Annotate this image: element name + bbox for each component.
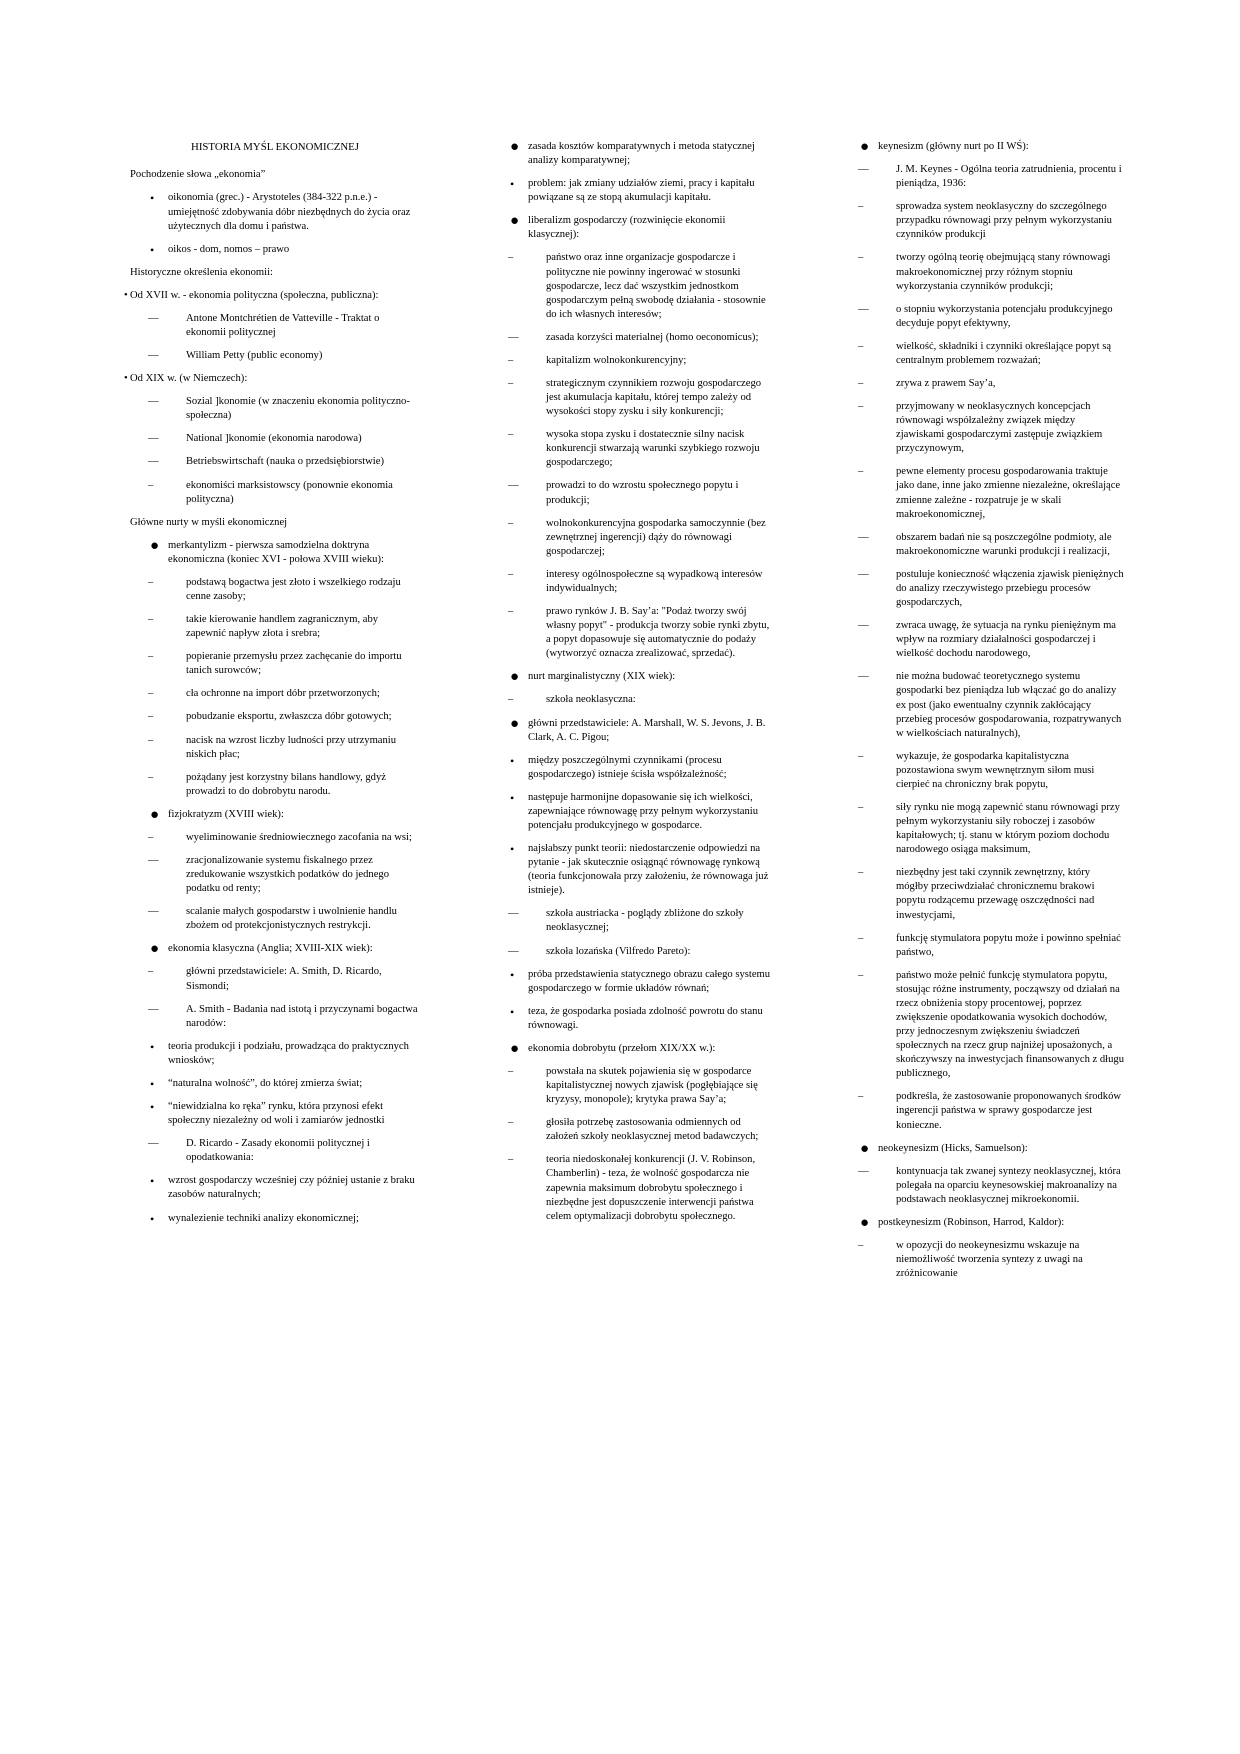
list-item-text: postkeynesizm (Robinson, Harrod, Kaldor): [878, 1216, 1065, 1228]
list-item [840, 303, 1125, 331]
list-item [490, 354, 775, 368]
list-item [840, 340, 1125, 368]
list-item-text: wykazuje, że gospodarka kapitalistyczna pozostawiona swym wewnętrznym siłom musi cierpieć na chroniczny brak popytu, [896, 750, 1095, 790]
dash-bullet-icon: — [148, 855, 159, 867]
list-item [130, 1003, 420, 1031]
list-item-text: “niewidzialna ko ręka” rynku, która przynosi efekt społeczny niezależny od woli i zamiarów jednostki [168, 1101, 385, 1127]
list-item [490, 1065, 775, 1107]
list-item-text: podkreśla, że zastosowanie proponowanych środków ingerencji państwa w sprawy gospodarcze jest konieczne. [896, 1091, 1122, 1131]
list-item-text: wolnokonkurencyjna gospodarka samoczynnie (bez zewnętrznej ingerencji) dąży do równowagi gospodarczej; [546, 517, 766, 557]
list-item [130, 168, 420, 182]
dash-bullet-icon: – [508, 1154, 514, 1166]
list-item-text: wysoka stopa zysku i dostatecznie silny nacisk konkurencji stwarzają warunki szybkiego rozwoju gospodarczego; [546, 429, 760, 469]
list-item [130, 942, 420, 956]
list-item [840, 377, 1125, 391]
list-item-text: siły rynku nie mogą zapewnić stanu równowagi przy pełnym wykorzystaniu siły roboczej i zasobów kapitałowych; tj. stanu w którym poziom dochodu narodowego osiąga maksimum, [896, 801, 1120, 856]
list-item [130, 349, 420, 363]
dash-bullet-icon: — [508, 908, 519, 920]
list-item-text: państwo oraz inne organizacje gospodarcze i polityczne nie powinny ingerować w stosunki gospodarcze, lecz dać wszystkim jednostkom gospodarczym pełną swobodę działania - stosownie do ich własnych interesów; [546, 252, 766, 320]
list-item-text: neokeynesizm (Hicks, Samuelson): [878, 1142, 1028, 1154]
list-item-text: zasada korzyści materialnej (homo oeconomicus); [546, 331, 759, 343]
list-item [840, 251, 1125, 293]
list-item-text: Główne nurty w myśli ekonomicznej [130, 516, 288, 528]
list-item [840, 465, 1125, 521]
list-item [130, 243, 420, 257]
list-item [490, 251, 775, 321]
list-item [490, 517, 775, 559]
list-item [490, 693, 775, 707]
list-item-text: zrywa z prawem Say’a, [896, 378, 996, 390]
list-item [130, 312, 420, 340]
bullet-icon: ● [510, 1040, 520, 1057]
list-item-text: Pochodzenie słowa „ekonomia” [130, 169, 266, 181]
list-item-text: Antone Montchrétien de Vatteville - Traktat o ekonomii politycznej [186, 312, 380, 338]
list-item-text: najsłabszy punkt teorii: niedostarczenie odpowiedzi na pytanie - jak skutecznie osiągnąć równowagę rynkową (teoria funkcjonowała przy założeniu, że równowaga już istnieje). [528, 843, 769, 897]
bullet-icon: • [150, 1174, 155, 1189]
bullet-icon: • [150, 1039, 155, 1054]
list-item [490, 331, 775, 345]
list-item [130, 1040, 420, 1068]
column-right [840, 140, 1125, 1290]
dash-bullet-icon: – [148, 771, 154, 783]
list-item [490, 140, 775, 168]
dash-bullet-icon: – [508, 354, 514, 366]
bullet-icon: ● [510, 213, 520, 230]
list-item [490, 1116, 775, 1144]
list-item [130, 650, 420, 678]
list-item-text: o stopniu wykorzystania potencjału produkcyjnego decyduje popyt efektywny, [896, 303, 1113, 329]
bullet-icon: ● [860, 139, 870, 155]
dash-bullet-icon: — [858, 671, 869, 683]
dash-bullet-icon: — [508, 480, 519, 492]
list-item [840, 801, 1125, 857]
dash-bullet-icon: – [508, 694, 514, 706]
list-item [130, 831, 420, 845]
bullet-icon: • [510, 177, 515, 192]
bullet-icon: ● [150, 806, 160, 823]
list-item-text: ekonomia dobrobytu (przełom XIX/XX w.): [528, 1042, 716, 1054]
dash-bullet-icon: – [508, 378, 514, 390]
list-item [840, 670, 1125, 740]
list-item-text: zasada kosztów komparatywnych i metoda statycznej analizy komparatywnej; [528, 141, 755, 167]
list-item [124, 289, 420, 303]
list-item [840, 531, 1125, 559]
list-item-text: między poszczególnymi czynnikami (procesu gospodarczego) istnieje ścisła współzależność; [528, 754, 727, 780]
list-item [490, 670, 775, 684]
list-item [840, 1090, 1125, 1132]
document-title: HISTORIA MYŚL EKONOMICZNEJ [191, 141, 359, 153]
list-item [840, 1165, 1125, 1207]
list-item-text: teza, że gospodarka posiada zdolność powrotu do stanu równowagi. [528, 1005, 763, 1031]
list-item [490, 428, 775, 470]
list-item-text: nie można budować teoretycznego systemu gospodarki bez pieniądza lub włączać go do analizy ex post (jako ewentualny czynnik zakłócający przebieg procesów gospodarowania, rozpatrywanych w wielkościach naturalnych), [896, 671, 1122, 739]
list-item [490, 214, 775, 242]
list-item-text: szkoła neoklasyczna: [546, 694, 636, 706]
list-item-text: funkcję stymulatora popytu może i powinno spełniać państwo, [896, 932, 1121, 958]
list-item-text: ekonomiści marksistowscy (ponownie ekonomia polityczna) [186, 479, 393, 505]
dash-bullet-icon: – [508, 252, 514, 264]
list-item-text: kapitalizm wolnokonkurencyjny; [546, 354, 687, 366]
bullet-icon: ● [510, 715, 520, 732]
list-item-text: nurt marginalistyczny (XIX wiek): [528, 671, 676, 683]
list-item-text: fizjokratyzm (XVIII wiek): [168, 808, 284, 820]
list-item-text: oikonomia (grec.) - Arystoteles (384-322 p.n.e.) - umiejętność zdobywania dóbr niezbędnych do życia oraz użytecznych dla domu i państwa. [168, 192, 411, 232]
list-item-text: oikos - dom, nomos – prawo [168, 243, 290, 255]
dash-bullet-icon: – [148, 614, 154, 626]
list-item [130, 266, 420, 280]
list-item-text: państwo może pełnić funkcję stymulatora popytu, stosując różne instrumenty, począwszy od działań na rzecz obniżenia stopy procentowej, poprzez zwiększenie opodatkowania wysokich dochodów, przy jednoczesnym zwiększeniu świadczeń społecznych na rzecz grup najniżej uposażonych, a skończywszy na inwestycjach finansowanych z długu publicznego, [896, 969, 1124, 1080]
dash-bullet-icon: – [858, 932, 864, 944]
list-item [490, 377, 775, 419]
list-item-text: Historyczne określenia ekonomii: [130, 266, 273, 278]
list-item [490, 1042, 775, 1056]
list-item-text: Betriebswirtschaft (nauka o przedsiębiorstwie) [186, 456, 384, 468]
list-item-text: prowadzi to do wzrostu społecznego popytu i produkcji; [546, 480, 739, 506]
dash-bullet-icon: – [858, 466, 864, 478]
list-item [130, 1212, 420, 1226]
list-item-text: podstawą bogactwa jest złoto i wszelkiego rodzaju cenne zasoby; [186, 576, 401, 602]
list-item [124, 372, 420, 386]
list-item-text: próba przedstawienia statycznego obrazu całego systemu gospodarczego w formie układów równań; [528, 968, 771, 994]
bullet-icon: • [124, 289, 128, 301]
dash-bullet-icon: – [148, 711, 154, 723]
dash-bullet-icon: – [148, 479, 154, 491]
list-item [490, 842, 775, 898]
list-item-text: “naturalna wolność”, do której zmierza świat; [168, 1077, 363, 1089]
bullet-icon: ● [150, 941, 160, 958]
bullet-icon: ● [510, 669, 520, 686]
list-item-text: tworzy ogólną teorię obejmującą stany równowagi makroekonomicznej przy różnym stopniu wykorzystania czynników produkcji; [896, 252, 1111, 292]
list-item-text: główni przedstawiciele: A. Smith, D. Ricardo, Sismondi; [186, 966, 382, 992]
list-item [130, 395, 420, 423]
list-item [840, 866, 1125, 922]
list-item-text: obszarem badań nie są poszczególne podmioty, ale makroekonomiczne warunki produkcji i realizacji, [896, 531, 1112, 557]
list-item [490, 605, 775, 661]
list-item [130, 191, 420, 233]
list-item-text: nacisk na wzrost liczby ludności przy utrzymaniu niskich płac; [186, 734, 397, 760]
list-item-text: niezbędny jest taki czynnik zewnętrzny, który mógłby przeciwdziałać chronicznemu brakowi popytu rodzącemu przewagę oszczędności nad inwestycjami, [896, 867, 1095, 921]
list-item-text: główni przedstawiciele: A. Marshall, W. S. Jevons, J. B. Clark, A. C. Pigou; [528, 717, 766, 743]
dash-bullet-icon: — [148, 433, 159, 445]
dash-bullet-icon: – [858, 340, 864, 352]
list-item-text: ekonomia klasyczna (Anglia; XVIII-XIX wiek): [168, 943, 373, 955]
dash-bullet-icon: – [508, 1117, 514, 1129]
dash-bullet-icon: — [858, 620, 869, 632]
list-item [490, 177, 775, 205]
list-item-text: Od XVII w. - ekonomia polityczna (społeczna, publiczna): [130, 289, 379, 301]
list-item-text: William Petty (public economy) [186, 350, 323, 362]
list-item-text: strategicznym czynnikiem rozwoju gospodarczego jest akumulacja kapitału, której tempo zależy od wysokości stopy zysku i siły konkurencji; [546, 378, 762, 418]
list-item [840, 568, 1125, 610]
list-item [490, 568, 775, 596]
list-item-text: merkantylizm - pierwsza samodzielna doktryna ekonomiczna (koniec XVI - połowa XVIII wieku): [168, 539, 384, 565]
bullet-icon: • [150, 1211, 155, 1226]
list-item [840, 140, 1125, 154]
dash-bullet-icon: – [858, 201, 864, 213]
dash-bullet-icon: – [858, 1240, 864, 1251]
dash-bullet-icon: – [508, 517, 514, 529]
list-item-text: A. Smith - Badania nad istotą i przyczynami bogactwa narodów: [186, 1003, 418, 1029]
dash-bullet-icon: – [858, 252, 864, 264]
dash-bullet-icon: — [858, 1165, 869, 1177]
list-item [490, 754, 775, 782]
dash-bullet-icon: — [148, 396, 159, 408]
list-item [130, 455, 420, 469]
list-item-text: głosiła potrzebę zastosowania odmiennych od założeń szkoły neoklasycznej metod badawczych; [546, 1117, 759, 1143]
list-item [840, 619, 1125, 661]
list-item-text: postuluje konieczność włączenia zjawisk pieniężnych do analizy rzeczywistego przebiegu procesów gospodarczych, [896, 568, 1124, 609]
list-item-text: teoria produkcji i podziału, prowadząca do praktycznych wniosków; [168, 1040, 409, 1066]
column-middle [490, 140, 775, 1233]
dash-bullet-icon: — [148, 350, 159, 362]
list-item [130, 432, 420, 446]
dash-bullet-icon: – [858, 801, 864, 813]
list-item-text: wzrost gospodarczy wcześniej czy później ustanie z braku zasobów naturalnych; [168, 1175, 415, 1201]
list-item [490, 717, 775, 745]
list-item [840, 969, 1125, 1082]
list-item-text: J. M. Keynes - Ogólna teoria zatrudnienia, procentu i pieniądza, 1936: [896, 164, 1122, 190]
list-item-text: takie kierowanie handlem zagranicznym, aby zapewnić napływ złota i srebra; [186, 614, 379, 640]
dash-bullet-icon: – [148, 966, 154, 978]
list-item [130, 1077, 420, 1091]
list-item [840, 1216, 1125, 1230]
dash-bullet-icon: — [858, 531, 869, 543]
list-item [490, 945, 775, 959]
bullet-icon: • [510, 967, 515, 982]
dash-bullet-icon: – [148, 734, 154, 746]
list-item [130, 539, 420, 567]
list-item-text: przyjmowany w neoklasycznych koncepcjach równowagi współzależny związek między zjawiskami gospodarczymi zastępuje związkiem przyczynowym, [896, 401, 1103, 455]
bullet-icon: • [150, 191, 155, 206]
column-left [124, 140, 420, 1235]
list-item-text: popieranie przemysłu przez zachęcanie do importu tanich surowców; [186, 651, 402, 677]
list-item-text: zwraca uwagę, że sytuacja na rynku pieniężnym ma wpływ na rozmiary działalności gospodarczej i wielkość dochodu narodowego, [896, 620, 1117, 660]
dash-bullet-icon: — [148, 312, 159, 324]
dash-bullet-icon: — [508, 945, 519, 957]
list-item-text: pobudzanie eksportu, zwłaszcza dóbr gotowych; [186, 711, 392, 723]
bullet-icon: ● [860, 1140, 870, 1157]
bullet-icon: • [510, 1004, 515, 1019]
list-item-text: Od XIX w. (w Niemczech): [130, 373, 248, 385]
dash-bullet-icon: — [148, 1138, 159, 1150]
dash-bullet-icon: – [148, 651, 154, 663]
list-item-text: szkoła austriacka - poglądy zbliżone do szkoły neoklasycznej; [546, 908, 744, 934]
bullet-icon: • [510, 842, 515, 857]
bullet-icon: • [150, 242, 155, 257]
dash-bullet-icon: – [508, 1065, 514, 1077]
dash-bullet-icon: – [858, 1091, 864, 1103]
dash-bullet-icon: – [148, 688, 154, 700]
list-item [840, 1239, 1125, 1281]
list-item-text: wynalezienie techniki analizy ekonomicznej; [168, 1212, 359, 1224]
list-item [130, 1174, 420, 1202]
list-item-text: interesy ogólnospołeczne są wypadkową interesów indywidualnych; [546, 568, 763, 594]
list-item-text: kontynuacja tak zwanej syntezy neoklasycznej, która polegała na oparciu keynesowskiej makroanalizy na podstawach neoklasycznej mikroekonomii. [896, 1165, 1121, 1205]
list-item [840, 163, 1125, 191]
bullet-icon: ● [510, 139, 520, 155]
list-item [130, 965, 420, 993]
dash-bullet-icon: — [148, 1003, 159, 1015]
dash-bullet-icon: — [508, 331, 519, 343]
list-item-text: cła ochronne na import dóbr przetworzonych; [186, 688, 380, 700]
dash-bullet-icon: – [148, 831, 154, 843]
list-item [490, 1005, 775, 1033]
list-item-text: sprowadza system neoklasyczny do szczególnego przypadku równowagi przy pełnym wykorzystaniu czynników produkcji [896, 201, 1112, 241]
list-item [840, 750, 1125, 792]
list-item [490, 968, 775, 996]
list-item [130, 687, 420, 701]
list-item-text: liberalizm gospodarczy (rozwinięcie ekonomii klasycznej): [528, 215, 726, 241]
bullet-icon: ● [150, 537, 160, 554]
bullet-icon: • [510, 753, 515, 768]
list-item-text: w opozycji do neokeynesizmu wskazuje na niemożliwość tworzenia syntezy z uwagi na zróżnicowanie [896, 1240, 1083, 1280]
bullet-icon: • [510, 790, 515, 805]
dash-bullet-icon: – [858, 378, 864, 390]
list-item [490, 791, 775, 833]
list-item [130, 1100, 420, 1128]
dash-bullet-icon: – [148, 576, 154, 588]
dash-bullet-icon: – [508, 606, 514, 618]
list-item [130, 479, 420, 507]
list-item [130, 1137, 420, 1165]
list-item [130, 576, 420, 604]
list-item-text: pożądany jest korzystny bilans handlowy, gdyż prowadzi to do dobrobytu narodu. [186, 771, 386, 797]
list-item [130, 516, 420, 530]
dash-bullet-icon: – [508, 429, 514, 441]
list-item-text: wyeliminowanie średniowiecznego zacofania na wsi; [186, 831, 412, 843]
list-item [130, 854, 420, 896]
dash-bullet-icon: — [858, 568, 869, 580]
list-item [130, 771, 420, 799]
list-item-text: pewne elementy procesu gospodarowania traktuje jako dane, inne jako zmienne niezależne, określające zmienne zależne - rozpatruje je w skali makroekonomicznej, [896, 466, 1121, 520]
list-item [130, 905, 420, 933]
bullet-icon: • [150, 1076, 155, 1091]
bullet-icon: • [124, 373, 128, 385]
bullet-icon: • [150, 1100, 155, 1115]
dash-bullet-icon: – [508, 568, 514, 580]
list-item-text: prawo rynków J. B. Say’a: "Podaż tworzy swój własny popyt" - produkcja tworzy sobie rynki zbytu, a popyt dopasowuje się automatycznie do podaży (wytworzyć oznacza zrealizować, sprzedać). [546, 606, 770, 660]
dash-bullet-icon: – [858, 969, 864, 981]
list-item-text: D. Ricardo - Zasady ekonomii politycznej i opodatkowania: [186, 1138, 370, 1164]
list-item [130, 613, 420, 641]
list-item-text: problem: jak zmiany udziałów ziemi, pracy i kapitału powiązane są ze stopą akumulacji kapitału. [528, 178, 755, 204]
list-item [490, 907, 775, 935]
list-item-text: wielkość, składniki i czynniki określające popyt są centralnym problemem rozważań; [896, 340, 1112, 366]
dash-bullet-icon: — [148, 456, 159, 468]
dash-bullet-icon: — [858, 164, 869, 176]
dash-bullet-icon: — [858, 303, 869, 315]
list-item [840, 1142, 1125, 1156]
list-item [130, 734, 420, 762]
list-item [130, 710, 420, 724]
list-item [130, 808, 420, 822]
dash-bullet-icon: — [148, 906, 159, 918]
dash-bullet-icon: – [858, 750, 864, 762]
list-item-text: zracjonalizowanie systemu fiskalnego przez zredukowanie wszystkich podatków do jednego podatku od renty; [186, 855, 389, 895]
dash-bullet-icon: – [858, 401, 864, 413]
list-item-text: następuje harmonijne dopasowanie się ich wielkości, zapewniające równowagę przy pełnym wykorzystaniu potencjału produkcyjnego w gospodarce. [528, 791, 759, 831]
list-item-text: szkoła lozańska (Vilfredo Pareto): [546, 945, 691, 957]
list-item-text: teoria niedoskonałej konkurencji (J. V. Robinson, Chamberlin) - teza, że wolność gospodarcza nie zapewnia maksimum dobrobytu społecznego i niezbędne jest dopuszczenie interwencji państwa celem optymalizacji dobrobytu społecznego. [546, 1154, 756, 1222]
list-item [840, 400, 1125, 456]
list-item [490, 479, 775, 507]
list-item-text: powstała na skutek pojawienia się w gospodarce kapitalistycznej nowych zjawisk (pogłębiające się kryzysy, monopole); krytyka prawa Say’a; [546, 1065, 758, 1106]
list-item-text: keynesizm (główny nurt po II WŚ): [878, 141, 1029, 152]
list-item-text: scalanie małych gospodarstw i uwolnienie handlu zbożem od protekcjonistycznych restrykcji. [186, 906, 397, 932]
list-item-text: National ]konomie (ekonomia narodowa) [186, 433, 362, 445]
dash-bullet-icon: – [858, 867, 864, 879]
list-item [490, 1153, 775, 1223]
bullet-icon: ● [860, 1214, 870, 1231]
list-item [840, 932, 1125, 960]
list-item-text: Sozial ]konomie (w znaczeniu ekonomia polityczno-społeczna) [186, 396, 410, 422]
list-item [840, 200, 1125, 242]
